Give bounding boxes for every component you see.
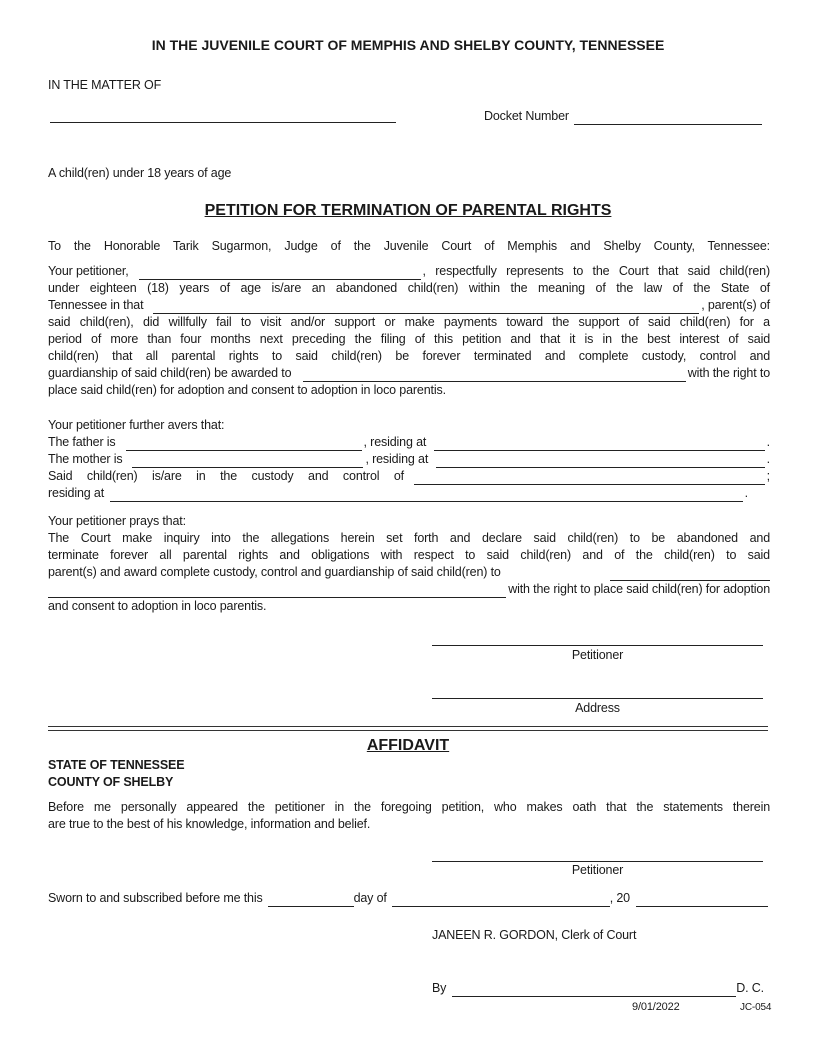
- awarded-to-input[interactable]: [303, 368, 685, 382]
- deputy-clerk-signature-input[interactable]: [452, 983, 736, 997]
- paragraph-line: The Court make inquiry into the allegations herein set forth and declare said child(ren) to be abandoned and: [48, 531, 770, 545]
- dc-label: D. C.: [736, 981, 764, 995]
- affidavit-line: Before me personally appeared the petitioner in the foregoing petition, who makes oath that the statements therein: [48, 800, 770, 814]
- matter-of-input[interactable]: [50, 109, 396, 123]
- affidavit-line: are true to the best of his knowledge, information and belief.: [48, 817, 371, 831]
- court-title: IN THE JUVENILE COURT OF MEMPHIS AND SHELBY COUNTY, TENNESSEE: [151, 37, 665, 53]
- paragraph-line: under eighteen (18) years of age is/are an abandoned child(ren) within the meaning of the law of the State of: [48, 281, 770, 295]
- docket-number-input[interactable]: [574, 111, 762, 125]
- petitioner-name-input[interactable]: [139, 266, 421, 280]
- child-age-label: A child(ren) under 18 years of age: [48, 166, 232, 180]
- period: .: [766, 435, 770, 449]
- custodian-address-input[interactable]: [110, 488, 743, 502]
- divider: [48, 730, 768, 731]
- affidavit-title: AFFIDAVIT: [366, 737, 450, 754]
- affidavit-petitioner-signature-input[interactable]: [432, 848, 763, 862]
- award-custody-input-2[interactable]: [48, 584, 506, 598]
- father-address-input[interactable]: [434, 437, 764, 451]
- father-label: The father is: [48, 435, 116, 449]
- divider: [48, 726, 768, 727]
- avers-heading: Your petitioner further avers that:: [48, 418, 225, 432]
- sworn-label: Sworn to and subscribed before me this: [48, 891, 263, 905]
- paragraph-line: place said child(ren) for adoption and consent to adoption in loco parentis.: [48, 383, 446, 397]
- petitioner-signature-input[interactable]: [432, 632, 763, 646]
- petition-title: PETITION FOR TERMINATION OF PARENTAL RIGHTS: [204, 202, 612, 219]
- parents-of-text: , parent(s) of: [701, 298, 770, 312]
- period: .: [744, 486, 748, 500]
- residing-at-label: , residing at: [365, 452, 429, 466]
- sworn-month-input[interactable]: [392, 893, 610, 907]
- award-custody-input-1[interactable]: [610, 567, 770, 581]
- affidavit-petitioner-label: Petitioner: [571, 863, 624, 877]
- paragraph-line: period of more than four months next preceding the filing of this petition and that it is in the best interest of said: [48, 332, 770, 346]
- represents-text: , respectfully represents to the Court that said child(ren): [422, 264, 770, 278]
- paragraph-line: parent(s) and award complete custody, control and guardianship of said child(ren) to: [48, 565, 501, 579]
- mother-name-input[interactable]: [132, 454, 363, 468]
- year-label: , 20: [609, 891, 630, 905]
- custodian-input[interactable]: [414, 471, 765, 485]
- residing-at-label: , residing at: [363, 435, 427, 449]
- father-name-input[interactable]: [126, 437, 362, 451]
- matter-of-label: IN THE MATTER OF: [48, 78, 162, 92]
- parents-input[interactable]: [153, 300, 699, 314]
- semicolon: ;: [766, 469, 770, 483]
- prays-heading: Your petitioner prays that:: [48, 514, 186, 528]
- sworn-day-input[interactable]: [268, 893, 354, 907]
- sworn-year-input[interactable]: [636, 893, 768, 907]
- tennessee-label: Tennessee in that: [48, 298, 144, 312]
- form-date: 9/01/2022: [632, 1001, 680, 1013]
- judge-address-line: To the Honorable Tarik Sugarmon, Judge of the Juvenile Court of Memphis and Shelby County, Tennessee:: [48, 239, 770, 253]
- county-label: COUNTY OF SHELBY: [48, 775, 174, 789]
- mother-label: The mother is: [48, 452, 123, 466]
- paragraph-line: with the right to place said child(ren) for adoption: [508, 582, 770, 596]
- custody-label: Said child(ren) is/are in the custody and control of: [48, 469, 404, 483]
- paragraph-line: and consent to adoption in loco parentis.: [48, 599, 267, 613]
- period: .: [766, 452, 770, 466]
- form-number: JC-054: [740, 1002, 772, 1013]
- state-label: STATE OF TENNESSEE: [48, 758, 185, 772]
- right-to-text: with the right to: [687, 366, 770, 380]
- awarded-to-label: guardianship of said child(ren) be awarded to: [48, 366, 292, 380]
- by-label: By: [432, 981, 447, 995]
- petitioner-label: Your petitioner,: [48, 264, 129, 278]
- petitioner-label: Petitioner: [571, 648, 624, 662]
- day-of-label: day of: [353, 891, 387, 905]
- paragraph-line: said child(ren), did willfully fail to visit and/or support or make payments toward the support of said child(ren) for a: [48, 315, 770, 329]
- address-signature-input[interactable]: [432, 685, 763, 699]
- residing-label: residing at: [48, 486, 105, 500]
- clerk-name: JANEEN R. GORDON, Clerk of Court: [432, 928, 637, 942]
- mother-address-input[interactable]: [436, 454, 765, 468]
- docket-label: Docket Number: [484, 109, 569, 123]
- paragraph-line: terminate forever all parental rights and obligations with respect to said child(ren) and of the child(ren) to said: [48, 548, 770, 562]
- paragraph-line: child(ren) that all parental rights to said child(ren) be forever terminated and complete custody, control and: [48, 349, 770, 363]
- address-label: Address: [575, 701, 620, 715]
